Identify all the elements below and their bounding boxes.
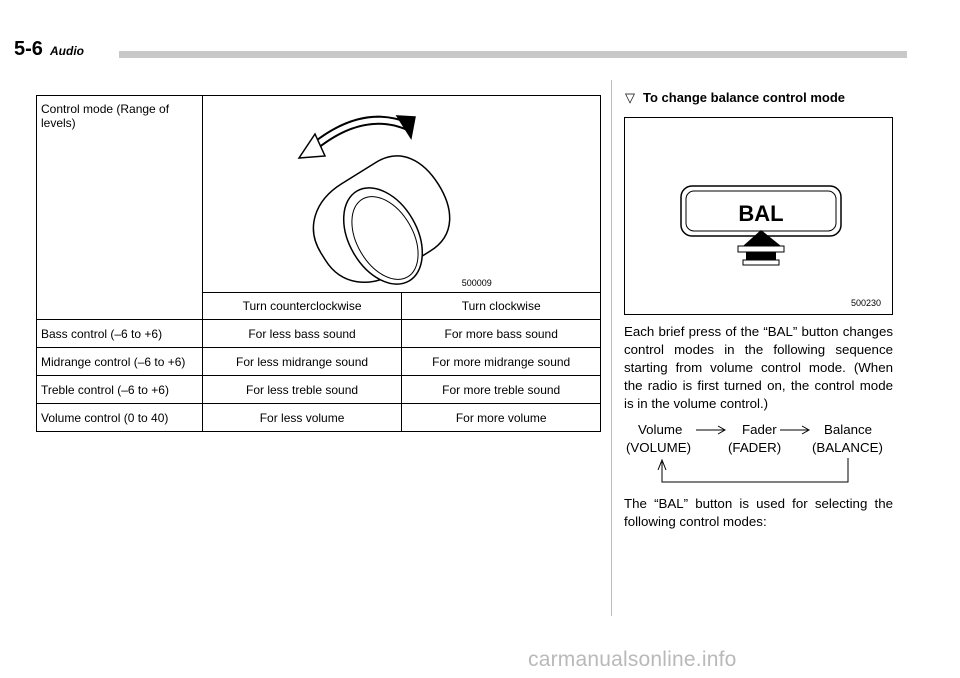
column-divider xyxy=(611,80,612,616)
cw-cell: For more bass sound xyxy=(402,320,601,348)
cw-header: Turn clockwise xyxy=(402,293,601,320)
table-row xyxy=(37,376,601,404)
ccw-cell: For less midrange sound xyxy=(202,348,402,376)
seq-volume-name: Volume xyxy=(638,422,683,437)
seq-balance-code: (BALANCE) xyxy=(812,440,883,455)
balance-heading-text: To change balance control mode xyxy=(643,90,846,105)
page-header xyxy=(14,38,894,60)
mode-cell: Bass control (–6 to +6) xyxy=(37,320,203,348)
bal-illustration xyxy=(625,118,892,314)
dial-illustration xyxy=(203,96,602,292)
bal-button-figure xyxy=(624,117,893,315)
control-table xyxy=(36,95,601,432)
table-header-row xyxy=(37,96,601,293)
sequence-description: Each brief press of the “BAL” button changes control modes in the following sequence starting from volume control mode. (When the radio is first turned on, the control mode is in the volume control.) xyxy=(624,324,893,411)
mode-cell: Volume control (0 to 40) xyxy=(37,404,203,432)
header-rule xyxy=(119,51,907,58)
mode-cell: Midrange control (–6 to +6) xyxy=(37,348,203,376)
bal-usage-text: The “BAL” button is used for selecting the following control modes: xyxy=(624,496,893,529)
seq-fader-name: Fader xyxy=(742,422,777,437)
page-number: 5-6 xyxy=(14,38,43,60)
mode-cell: Treble control (–6 to +6) xyxy=(37,376,203,404)
bal-button-label: BAL xyxy=(738,201,784,226)
mode-header-cell: Control mode (Range of levels) xyxy=(37,96,203,320)
watermark: carmanualsonline.info xyxy=(528,648,737,671)
seq-fader-code: (FADER) xyxy=(728,440,782,455)
ccw-cell: For less bass sound xyxy=(202,320,402,348)
section-title: Audio xyxy=(50,44,84,58)
dial-figure-cell xyxy=(202,96,600,293)
table-row xyxy=(37,404,601,432)
ccw-cell: For less volume xyxy=(202,404,402,432)
seq-volume-code: (VOLUME) xyxy=(626,440,692,455)
table-row xyxy=(37,348,601,376)
cw-cell: For more midrange sound xyxy=(402,348,601,376)
ccw-cell: For less treble sound xyxy=(202,376,402,404)
bal-figure-code: 500230 xyxy=(851,298,882,308)
mode-sequence-diagram xyxy=(624,422,893,490)
return-arrow xyxy=(662,458,848,482)
seq-balance-name: Balance xyxy=(824,422,873,437)
balance-heading xyxy=(625,90,845,106)
table-row xyxy=(37,320,601,348)
dial-figure-code: 500009 xyxy=(461,278,492,288)
cw-cell: For more volume xyxy=(402,404,601,432)
ccw-header: Turn counterclockwise xyxy=(202,293,402,320)
cw-cell: For more treble sound xyxy=(402,376,601,404)
triangle-icon: ▽ xyxy=(625,90,635,105)
